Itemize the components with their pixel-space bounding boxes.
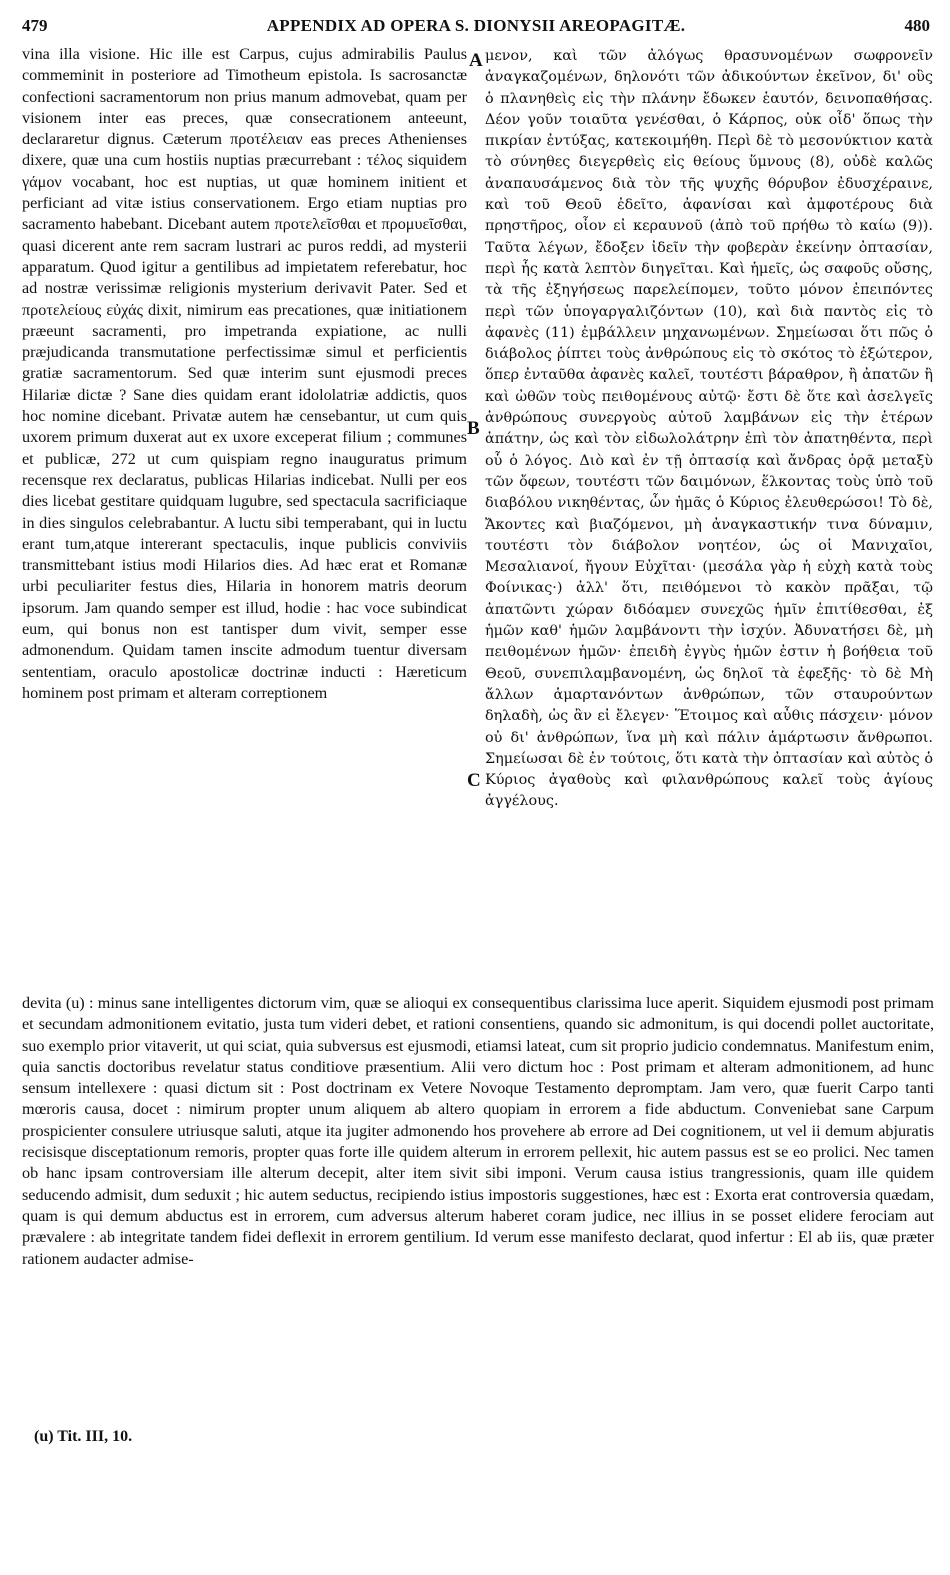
footnote: (u) Tit. III, 10. bbox=[34, 1428, 133, 1445]
latin-column bbox=[22, 44, 467, 704]
page-number-left: 479 bbox=[22, 16, 48, 35]
margin-marker-c: C bbox=[467, 770, 481, 791]
margin-marker-b: B bbox=[467, 418, 480, 439]
running-header bbox=[22, 16, 930, 42]
greek-column-text: μενον, καὶ τῶν ἀλόγως θρασυνομένων σωφρονεῖν ἀναγκαζομένων, δηλονότι τῶν ἀδικούντων ἐκεῖνον, δι' οὓς ὁ πλανηθεὶς εἰς τὴν πλάνην ἔδωκεν ἑαυτόν, δεινοπαθήσας. Δέον γοῦν τοιαῦτα γενέσθαι, ὁ Κάρπος, οὐκ οἶδ' ὅπως τὴν πικρίαν ἐντύξας, κατεκοιμήθη. Περὶ δὲ τὸ μεσονύκτιον κατὰ τὸ σύνηθες διεγερθεὶς εἰς θείους ὕμνους (8), οὐδὲ καλῶς ἀναπαυσάμενος διὰ τὸν τῆς ψυχῆς θόρυβον ἐδυσχέραινε, καὶ τοῦ Θεοῦ ἐδεῖτο, ἀφανίσαι καὶ ἀμφοτέρους διὰ πρηστῆρος, οἷον εἰ κεραυνοῦ (ἀπὸ τοῦ πρήθω τὸ καίω (9)). Ταῦτα λέγων, ἔδοξεν ἰδεῖν τὴν φοβερὰν ἐκείνην ὀπτασίαν, περὶ ἧς κατὰ λεπτὸν διηγεῖται. Καὶ ἡμεῖς, ὡς σαφοῦς οὔσης, τὰ τῆς ἐξηγήσεως παρελείπομεν, τοῦτο μόνον ἐπειπόντες περὶ τῶν ὑπογαργαλιζόντων (10), καὶ διὰ παντὸς εἰς τὸ ἀφανὲς (11) ἐμβάλλειν μηχανωμένων. Σημείωσαι ὅτι πῶς ὁ διάβολος ῥίπτει τοὺς ἀνθρώπους εἰς τὸ σκότος τὸ ἐξώτερον, ὅπερ ἐνταῦθα ἀφανὲς καλεῖ, τουτέστι βάραθρον, ἢ ἀπατῶν ἢ καὶ ὠθῶν τοὺς πειθομένους αὐτῷ· ἔστι δὲ ὅτε καὶ ἀσελγεῖς ἀνθρώπους συνεργοὺς αὐτοῦ λαμβάνων εἰς τὴν ἑτέρων ἀπάτην, ὡς καὶ τὸν εἰδωλολάτρην ἐπὶ τὸν ἀπατηθέντα, περὶ οὗ ὁ λόγος. Διὸ καὶ ἐν τῇ ὀπτασίᾳ καὶ ἄνδρας ὁρᾷ μεταξὺ τῶν ὄφεων, τουτέστι τῶν δαιμόνων, ἕλκοντας τοὺς ὑπὸ τοῦ διαβόλου νικηθέντας, ὧν ἡμᾶς ὁ Κύριος ἐλευθερώσοι! Τὸ δὲ, Ἄκοντες καὶ βιαζόμενοι, μὴ ἀναγκαστικήν τινα δύναμιν, τουτέστι τὸν διάβολον νοητέον, ὡς οἱ Μανιχαῖοι, Μεσαλιανοί, ἤγουν Εὐχῖται· (μεσάλα γὰρ ἡ εὐχὴ κατὰ τοὺς Φοίνικας·) ἀλλ' ὅτι, πειθόμενοι τὸ κακὸν πρᾶξαι, τῷ ἀπατῶντι χώραν διδόαμεν συνεχῶς ἡμῖν ἐπιτίθεσθαι, ἐξ ἡμῶν καθ' ἡμῶν λαμβάνοντι τὴν ἰσχύν. Ἀδυνατήσει δὲ, μὴ πειθομένων ἡμῶν· ἐπειδὴ ἐγγὺς ἡμῶν ἐστιν ἡ βοήθεια τοῦ Θεοῦ, συνεπιλαμβανομένη, ὡς δηλοῖ τὰ ἐφεξῆς· τὸ δὲ Μὴ ἄλλων ἁμαρτανόντων ἀνθρώπων, τῶν σταυρούντων δηλαδὴ, ὡς ἂν εἰ ἔλεγεν· Ἕτοιμος καὶ αὖθις πάσχειν· μόνον οὐ δι' ἀνθρώπων, ἵνα μὴ καὶ πάλιν ἁμάρτωσιν ἄνθρωποι. Σημείωσαι δὲ ἐν τούτοις, ὅτι κατὰ τὴν ὀπτασίαν καὶ αὐτὸς ὁ Κύριος ἀγαθοὺς καὶ φιλανθρώπους καλεῖ τοὺς ἁγίους ἀγγέλους. bbox=[485, 48, 933, 810]
running-title: APPENDIX AD OPERA S. DIONYSII AREOPAGITÆ. bbox=[266, 16, 686, 35]
full-width-text bbox=[22, 993, 934, 1270]
greek-column bbox=[485, 46, 933, 813]
latin-column-text: vina illa visione. Hic ille est Carpus, cujus admirabilis Paulus commeminit in posteriore ad Timotheum epistola. Is sacrosanctæ confectioni sacramentorum non prius manum admovebat, quam per visionem inter eas preces, quæ consecrationem anteeunt, declararetur dignus. Cæterum προτέλειαν eas preces Athenienses dixere, quæ una cum hostiis nuptias præcurrebant : τέλος siquidem γάμον vocabant, hoc est nuptias, ut quæ hominem initient et perficiant ad vitæ istius conservationem. Ergo etiam nuptias pro sacramento habebant. Dicebant autem προτελεῖσθαι et προμυεῖσθαι, quasi dicerent ante rem sacram lustrari ac puros reddi, ad mysterii apparatum. Quod igitur a gentilibus ad impietatem referebatur, hoc ad nostræ verissimæ religionis mysterium derivavit Pater. Sed et προτελείους εὐχάς dixit, nimirum eas precationes, quæ initiationem præeunt sacramenti, pro impetranda expiatione, ac nulli præjudicanda transmutatione perfectissimæ simul et perficientis gratiæ sacramentorum. Sed quæ interim sunt ejusmodi preces Hilariæ dictæ ? Sane dies quidam erant idololatriæ addictis, quos hoc nomine dicebant. Privatæ autem hæ censebantur, ut cum quis uxorem primum duxerat aut ex uxore exceperat filium ; communes et publicæ, 272 ut cum quispiam regno inauguratus primum recensque rex declaratus, publicas Hilarias indicebat. Nulli per eos dies licebat gestitare quidquam lugubre, sed spectacula sacrificiaque in dies singulos celebrabantur. A luctu sibi temperabant, qui in luctu erant tum,atque intererant spectaculis, inque publicis conviviis transmittebant istius modi Hilarios dies. Ad hæc erat et Romanæ urbi peculiariter festus dies, Hilaria in honorem matris deorum ipsorum. Jam quando semper est illud, hodie : hac voce subindicat eum, qui bonus non est tantisper dum vivit, semper esse admonendum. Quidam tamen inscite admodum tuentur diversam sententiam, oraculo apostolicæ doctrinæ inducti : Hæreticum hominem post primam et alteram correptionem bbox=[22, 45, 467, 702]
page-number-right: 480 bbox=[904, 16, 930, 35]
full-width-paragraph: devita (u) : minus sane intelligentes dictorum vim, quæ se alioqui ex consequentibus clarissima luce aperit. Siquidem ejusmodi post primam et secundam admonitionem evitatio, justa tum videri debet, et rationi consentiens, quando sic admonitum, is qui docendi pollet auctoritate, suo exemplo prior vitaverit, ut qui sciat, quia subversus est ejusmodi, etiamsi lateat, cum sit proprio judicio condemnatus. Manifestum enim, quia sanctis doctoribus revelatur status conditiove præsentium. Alii vero dictum hoc : Post primam et alteram admonitionem, ad hunc sensum intellexere : quasi dictum sit : Post doctrinam ex Vetere Novoque Testamento depromptam. Jam vero, quæ fuerit Carpo tanti mœroris causa, docet : nimirum propter unum aliquem ab altero quopiam in errorem a fide abductum. Conveniebat sane Carpum prospicienter consulere utriusque saluti, atque ita jugiter admonendo hos provehere ab errore ad Dei cognitionem, ut vel ii demum abjuratis recisisque disceptationum remoris, propter quas forte ille quidem alterum in errorem pellexit, hic autem passus est se eo prolici. Nec tamen ob hanc ipsam controversiam ille alterum decepit, alter item sivit sibi imponi. Verum causa istius trangressionis, quam ille quidem seducendo admisit, dum seduxit ; hic autem seductus, recipiendo istius impostoris suggestiones, hæc est : Exorta erat controversia quædam, quam is qui demum abductus est in errorem, cum adversus alterum haberet coram judice, nec illius in se posset elidere ferociam aut prævalere : ab integritate tandem fidei deflexit in errorem gentilium. Id verum esse manifesto declarat, quod infertur : El ab iis, quæ præter rationem audacter admise- bbox=[22, 994, 934, 1268]
margin-marker-a: A bbox=[469, 50, 483, 71]
